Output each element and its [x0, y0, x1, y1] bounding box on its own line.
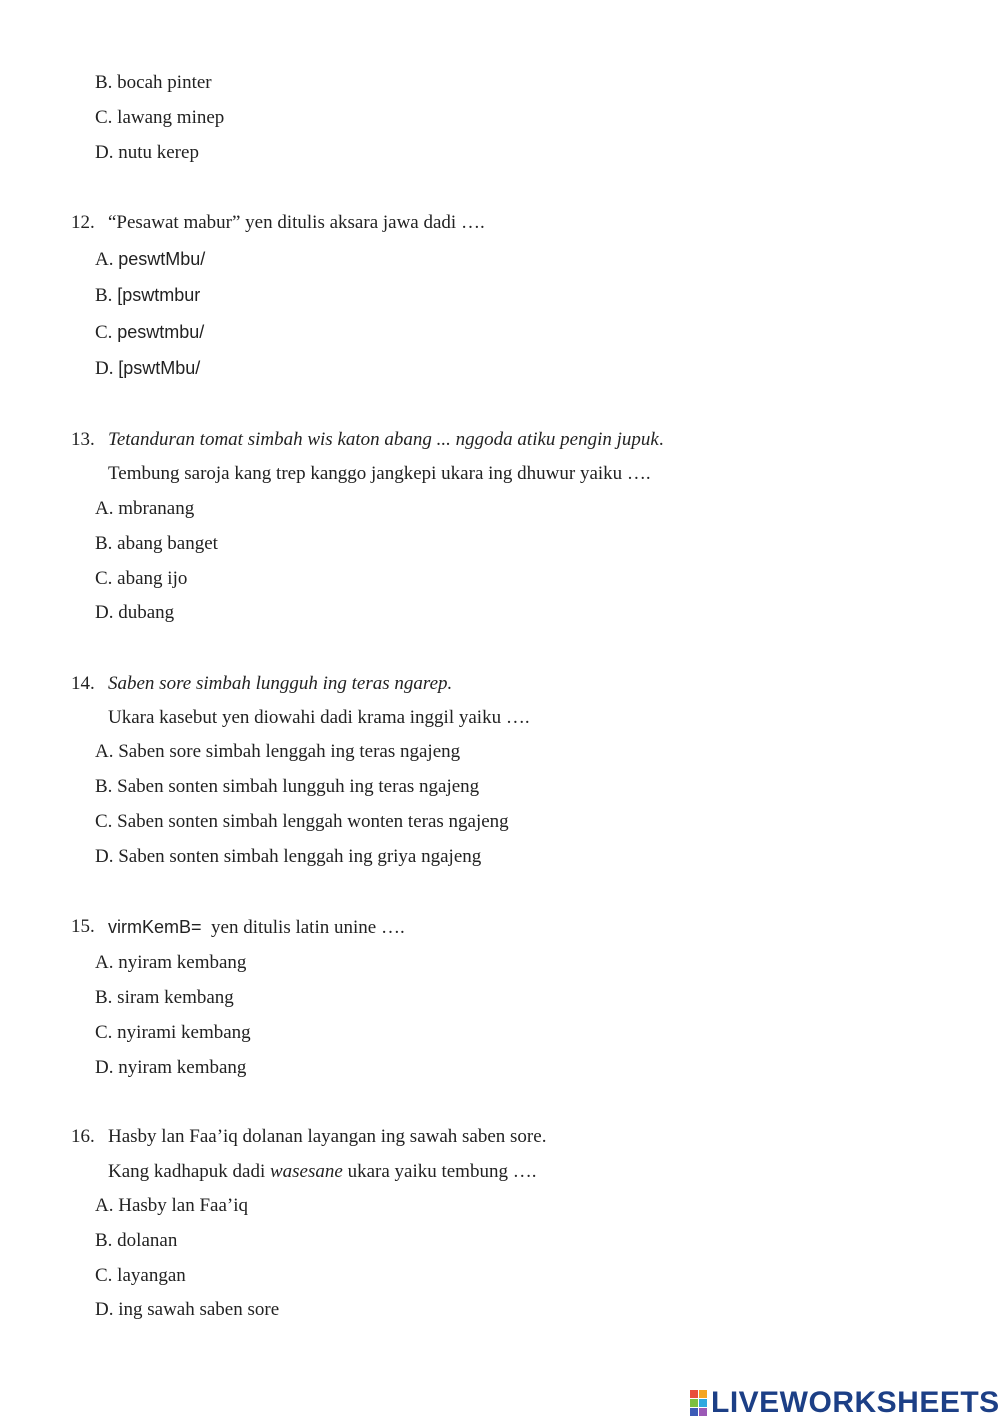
liveworksheets-logo[interactable]: [690, 1386, 1000, 1420]
logo-square: [699, 1390, 707, 1398]
q16-instruction-pre: Kang kadhapuk dadi: [108, 1161, 270, 1182]
q13-number: 13.: [71, 429, 95, 450]
q14-stem-text: Saben sore simbah lungguh ing teras ngarep.: [108, 673, 453, 694]
q13-stem-text: Tetanduran tomat simbah wis katon abang ... nggoda atiku pengin jupuk: [108, 429, 659, 450]
logo-square: [699, 1408, 707, 1416]
q13-stem-end: .: [658, 429, 664, 450]
q15-option-b: B. siram kembang: [95, 987, 234, 1008]
q12-option-c-text: peswtmbu/: [117, 322, 205, 342]
q15-aksara: virmKemB=: [108, 917, 202, 937]
q12-stem: “Pesawat mabur” yen ditulis aksara jawa dadi ….: [108, 212, 485, 233]
q12-option-b-letter: B.: [95, 285, 113, 306]
q16-instruction-em: wasesane: [269, 1161, 343, 1182]
q12-option-b-text: [pswtmbur: [117, 285, 201, 305]
q12-option-d-text: [pswtMbu/: [118, 358, 201, 378]
liveworksheets-logo-icon: [690, 1390, 707, 1416]
q14-option-c: C. Saben sonten simbah lenggah wonten teras ngajeng: [95, 811, 509, 832]
q13-option-d: D. dubang: [95, 602, 175, 623]
q11-option-c: C. lawang minep: [95, 107, 225, 128]
q15-option-a: A. nyiram kembang: [95, 952, 247, 973]
q14-stem: [108, 672, 452, 696]
q16-option-b: B. dolanan: [95, 1230, 178, 1251]
q13-option-a: A. mbranang: [95, 498, 195, 519]
q16-option-d: D. ing sawah saben sore: [95, 1299, 280, 1320]
q13-instruction: Tembung saroja kang trep kanggo jangkepi ukara ing dhuwur yaiku ….: [108, 463, 651, 484]
logo-square: [699, 1399, 707, 1407]
logo-square: [690, 1390, 698, 1398]
q12-option-a-letter: A.: [95, 249, 114, 270]
q14-option-d: D. Saben sonten simbah lenggah ing griya ngajeng: [95, 846, 482, 867]
q13-option-b: B. abang banget: [95, 533, 218, 554]
q12-option-c-letter: C.: [95, 322, 113, 343]
q12-option-d-letter: D.: [95, 358, 114, 379]
q12-number: 12.: [71, 212, 95, 233]
q12-option-b: [95, 283, 200, 308]
q16-number: 16.: [71, 1126, 95, 1147]
q11-option-b: B. bocah pinter: [95, 72, 212, 93]
logo-square: [690, 1408, 698, 1416]
q14-option-b: B. Saben sonten simbah lungguh ing teras ngajeng: [95, 776, 480, 797]
q16-stem: Hasby lan Faa’iq dolanan layangan ing sawah saben sore.: [108, 1126, 547, 1147]
q15-stem-text: yen ditulis latin unine ….: [211, 917, 405, 938]
q12-option-a-text: peswtMbu/: [118, 249, 206, 269]
q11-option-d: D. nutu kerep: [95, 142, 199, 163]
q12-option-a: [95, 247, 205, 272]
q12-option-d: [95, 356, 200, 381]
q16-option-a: A. Hasby lan Faa’iq: [95, 1195, 249, 1216]
q14-option-a: A. Saben sore simbah lenggah ing teras ngajeng: [95, 741, 461, 762]
q16-option-c: C. layangan: [95, 1265, 186, 1286]
q15-stem: [108, 915, 405, 940]
q13-option-c: C. abang ijo: [95, 568, 188, 589]
q15-number: 15.: [71, 916, 95, 937]
q12-option-c: [95, 320, 204, 345]
q14-instruction: Ukara kasebut yen diowahi dadi krama inggil yaiku ….: [108, 707, 530, 728]
q15-option-d: D. nyiram kembang: [95, 1057, 247, 1078]
liveworksheets-logo-text: LIVEWORKSHEETS: [711, 1386, 1000, 1419]
logo-square: [690, 1399, 698, 1407]
q14-number: 14.: [71, 673, 95, 694]
q16-instruction: [108, 1160, 536, 1184]
q16-instruction-post: ukara yaiku tembung ….: [342, 1161, 537, 1182]
q15-option-c: C. nyirami kembang: [95, 1022, 251, 1043]
q13-stem: [108, 428, 664, 452]
